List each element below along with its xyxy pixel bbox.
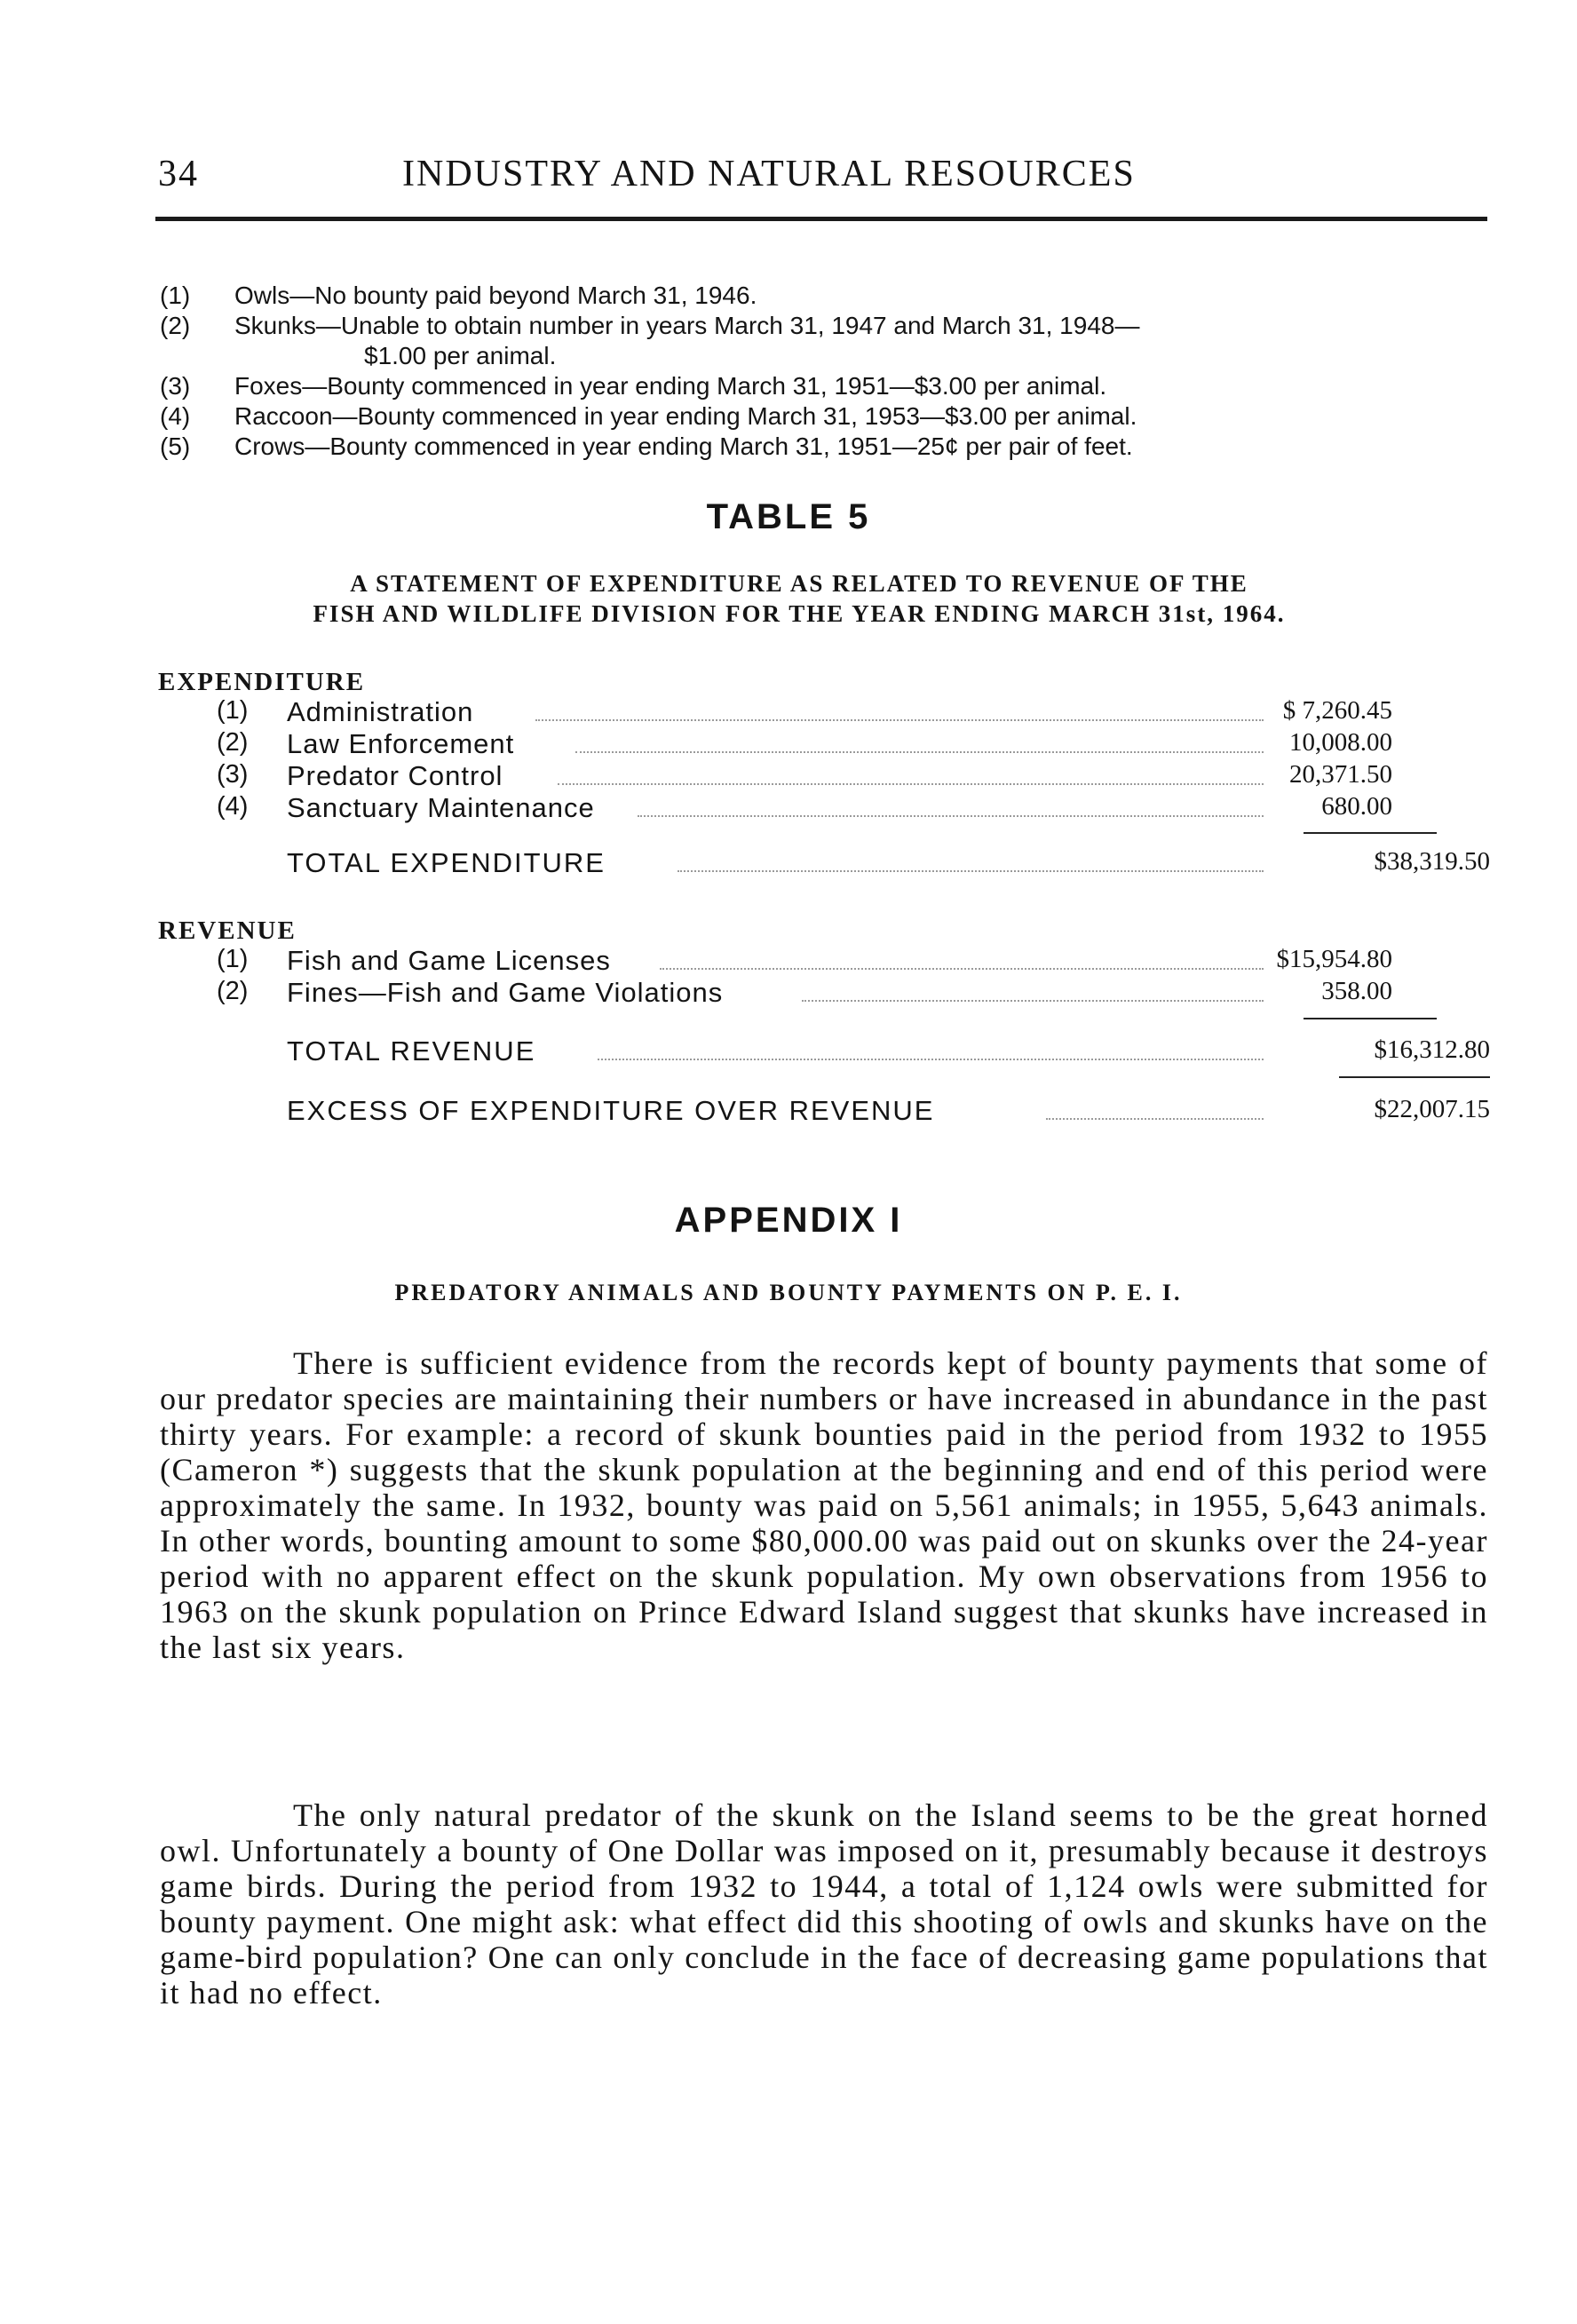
appendix-subtitle: PREDATORY ANIMALS AND BOUNTY PAYMENTS ON P. E. I. xyxy=(394,1280,1183,1305)
appendix-title: APPENDIX I xyxy=(674,1201,903,1240)
item-amount: 10,008.00 xyxy=(1289,728,1392,757)
paragraph-text: The only natural predator of the skunk on the Island seems to be the great horned owl. Unfortunately a bounty of One Dollar was imposed on it, presumably because it destroys game birds. During the period from 1932 to 1944, a total of 1,124 owls were submitted for bounty payment. One might ask: what effect did this shooting of owls and skunks have on the game-bird population? One can only conclude in the face of decreasing game populations that it had no effect. xyxy=(160,1797,1488,2011)
total-row xyxy=(158,847,1490,879)
excess-amount: $22,007.15 xyxy=(1374,1095,1490,1123)
item-label: Sanctuary Maintenance xyxy=(287,792,595,823)
total-expenditure-label: TOTAL EXPENDITURE xyxy=(287,847,606,878)
table-caption-line: FISH AND WILDLIFE DIVISION FOR THE YEAR ENDING MARCH 31st, 1964. xyxy=(313,600,1286,627)
subtotal-rule xyxy=(1304,832,1437,834)
excess-label: EXCESS OF EXPENDITURE OVER REVENUE xyxy=(287,1095,935,1126)
item-label: Law Enforcement xyxy=(287,728,515,759)
table-caption-line: A STATEMENT OF EXPENDITURE AS RELATED TO REVENUE OF THE xyxy=(350,570,1248,597)
item-label: Fish and Game Licenses xyxy=(287,945,611,976)
item-number: (1) xyxy=(217,696,249,725)
item-number: (1) xyxy=(217,945,249,973)
bounty-footnotes xyxy=(160,281,1492,462)
item-label: Administration xyxy=(287,696,474,727)
paragraph-text: There is sufficient evidence from the records kept of bounty payments that some of our predator species are maintaining their numbers or have increased in abundance in the past thirty years. For example: a record of skunk bounties paid in the period from 1932 to 1955 (Cameron *) suggests that the skunk population at the beginning and end of this period were approximately the same. In 1932, bounty was paid on 5,561 animals; in 1955, 5,643 animals. In other words, bounting amount to some $80,000.00 was paid out on skunks over the 24-year period with no apparent effect on the skunk population. My own observations from 1956 to 1963 on the skunk population on Prince Edward Island suggest that skunks have increased in the last six years. xyxy=(160,1345,1488,1665)
total-expenditure-amount: $38,319.50 xyxy=(1374,847,1490,876)
footnote-item xyxy=(160,401,1492,432)
page-number: 34 xyxy=(158,154,199,194)
excess-row xyxy=(158,1095,1490,1127)
expenditure-heading: EXPENDITURE xyxy=(158,668,366,696)
footnote-number: (5) xyxy=(160,432,191,460)
footnote-number: (4) xyxy=(160,402,191,430)
running-title: INDUSTRY AND NATURAL RESOURCES xyxy=(402,154,1136,194)
footnote-number: (2) xyxy=(160,312,191,339)
table-caption xyxy=(178,568,1421,629)
footnote-continuation: $1.00 per animal. xyxy=(364,342,557,369)
table-row xyxy=(158,945,1490,977)
page-header xyxy=(158,153,1488,206)
item-amount: 358.00 xyxy=(1321,977,1392,1005)
footnote-text: Foxes—Bounty commenced in year ending March 31, 1951—$3.00 per animal. xyxy=(234,372,1107,400)
item-amount: $ 7,260.45 xyxy=(1282,696,1392,725)
table-row xyxy=(158,728,1490,760)
item-number: (3) xyxy=(217,760,249,789)
header-rule xyxy=(155,217,1487,221)
leader-dots xyxy=(678,870,1264,872)
footnote-number: (3) xyxy=(160,372,191,400)
subtotal-rule xyxy=(1339,1076,1490,1078)
item-number: (2) xyxy=(217,728,249,757)
subtotal-rule xyxy=(1304,1018,1437,1019)
footnote-item xyxy=(160,371,1492,401)
item-amount: 680.00 xyxy=(1321,792,1392,821)
footnote-text: Skunks—Unable to obtain number in years March 31, 1947 and March 31, 1948— xyxy=(234,312,1140,339)
total-revenue-label: TOTAL REVENUE xyxy=(287,1035,536,1067)
footnote-text: Owls—No bounty paid beyond March 31, 1946. xyxy=(234,282,757,309)
footnote-text: Raccoon—Bounty commenced in year ending March 31, 1953—$3.00 per animal. xyxy=(234,402,1137,430)
table-title: TABLE 5 xyxy=(706,497,871,536)
table-row xyxy=(158,977,1490,1009)
item-label: Predator Control xyxy=(287,760,503,791)
item-amount: 20,371.50 xyxy=(1289,760,1392,789)
item-number: (2) xyxy=(217,977,249,1005)
table-row xyxy=(158,792,1490,824)
footnote-item xyxy=(160,311,1492,341)
table-row xyxy=(158,696,1490,728)
footnote-item xyxy=(160,281,1492,311)
revenue-heading: REVENUE xyxy=(158,916,297,945)
body-paragraph xyxy=(160,1797,1488,2011)
total-row xyxy=(158,1035,1490,1067)
item-number: (4) xyxy=(217,792,249,821)
total-revenue-amount: $16,312.80 xyxy=(1374,1035,1490,1064)
footnote-item xyxy=(160,432,1492,462)
item-amount: $15,954.80 xyxy=(1276,945,1392,973)
item-label: Fines—Fish and Game Violations xyxy=(287,977,724,1008)
body-paragraph xyxy=(160,1345,1488,1665)
footnote-text: Crows—Bounty commenced in year ending March 31, 1951—25¢ per pair of feet. xyxy=(234,432,1133,460)
leader-dots xyxy=(1046,1118,1264,1120)
footnote-number: (1) xyxy=(160,282,191,309)
table-row xyxy=(158,760,1490,792)
leader-dots xyxy=(598,1059,1264,1060)
